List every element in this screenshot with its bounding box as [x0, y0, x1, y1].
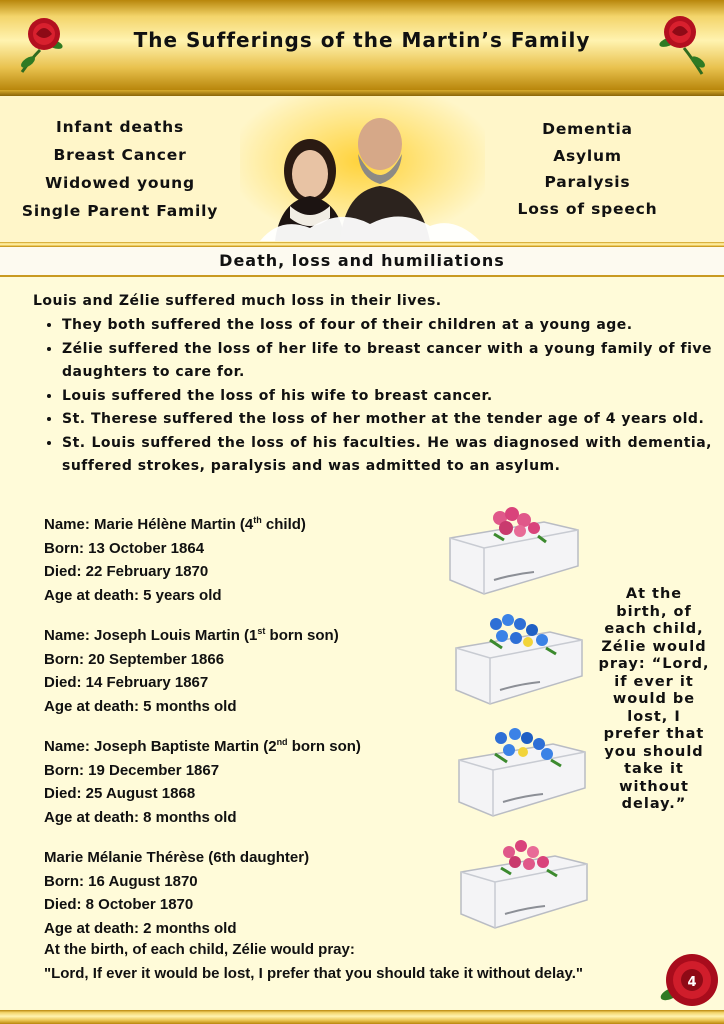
- child-name: Name: Joseph Louis Martin (1st born son): [44, 626, 339, 644]
- prayer-quote-bottom: [44, 938, 684, 986]
- list-item: Asylum: [553, 146, 622, 165]
- list-item: Infant deaths: [56, 118, 184, 136]
- child-age: Age at death: 2 months old: [44, 919, 237, 937]
- prayer-text: "Lord, If ever it would be lost, I prefer that you should take it without delay.": [44, 965, 583, 982]
- list-item: Widowed young: [45, 174, 195, 192]
- couple-portrait-image: [240, 96, 485, 241]
- child-age: Age at death: 5 months old: [44, 697, 237, 715]
- intro-panel: [0, 96, 724, 242]
- child-born: Born: 19 December 1867: [44, 761, 220, 779]
- list-item: • Louis suffered the loss of his wife to breast cancer.: [62, 385, 712, 409]
- section-header: [0, 247, 724, 277]
- list-item: • St. Louis suffered the loss of his faculties. He was diagnosed with dementia, suffered strokes, paralysis and was admitted to an asylum.: [62, 432, 712, 479]
- child-died: Died: 22 February 1870: [44, 563, 209, 580]
- child-born: Born: 20 September 1866: [44, 650, 225, 668]
- child-died: Died: 14 February 1867: [44, 674, 209, 691]
- child-name: Name: Joseph Baptiste Martin (2nd born son): [44, 737, 361, 755]
- child-born: Born: 13 October 1864: [44, 539, 205, 557]
- footer-divider: [0, 1010, 724, 1024]
- child-died: Died: 25 August 1868: [44, 785, 196, 802]
- child-record: [44, 842, 444, 940]
- list-item: Dementia: [542, 120, 633, 138]
- coffin-pink-flowers-image: [455, 834, 593, 934]
- loss-bullet-list: [40, 314, 712, 479]
- list-item: Breast Cancer: [53, 146, 187, 164]
- coffin-blue-flowers-image: [450, 610, 588, 710]
- body-intro: Louis and Zélie suffered much loss in their lives.: [33, 293, 442, 309]
- list-item: • Zélie suffered the loss of her life to breast cancer with a young family of five daughters to care for.: [62, 338, 712, 385]
- child-died: Died: 8 October 1870: [44, 896, 194, 913]
- suffering-list-right: [490, 116, 685, 222]
- coffin-blue-flowers-image: [453, 722, 591, 822]
- section-title: Death, loss and humiliations: [219, 251, 505, 270]
- child-age: Age at death: 5 years old: [44, 586, 222, 604]
- child-record: [44, 509, 444, 607]
- child-age: Age at death: 8 months old: [44, 808, 237, 826]
- prayer-intro: At the birth, of each child, Zélie would pray:: [44, 941, 355, 958]
- child-name: Marie Mélanie Thérèse (6th daughter): [44, 849, 310, 866]
- child-record: [44, 620, 444, 718]
- header-banner: [0, 0, 724, 90]
- page-number: 4: [687, 975, 697, 990]
- prayer-quote-side: At the birth, of each child, Zélie would pray: “Lord, if ever it would be lost, I prefer that you should take it without delay.”: [598, 586, 710, 812]
- child-record: [44, 731, 444, 829]
- child-born: Born: 16 August 1870: [44, 872, 198, 890]
- child-name: Name: Marie Hélène Martin (4th child): [44, 515, 306, 533]
- coffin-pink-flowers-image: [444, 500, 584, 600]
- page-title: The Sufferings of the Martin’s Family: [133, 28, 591, 52]
- list-item: Single Parent Family: [21, 202, 219, 220]
- list-item: • They both suffered the loss of four of their children at a young age.: [62, 314, 712, 338]
- list-item: Paralysis: [544, 173, 631, 191]
- list-item: • St. Therese suffered the loss of her mother at the tender age of 4 years old.: [62, 408, 712, 432]
- suffering-list-left: [10, 113, 230, 225]
- list-item: Loss of speech: [517, 199, 658, 218]
